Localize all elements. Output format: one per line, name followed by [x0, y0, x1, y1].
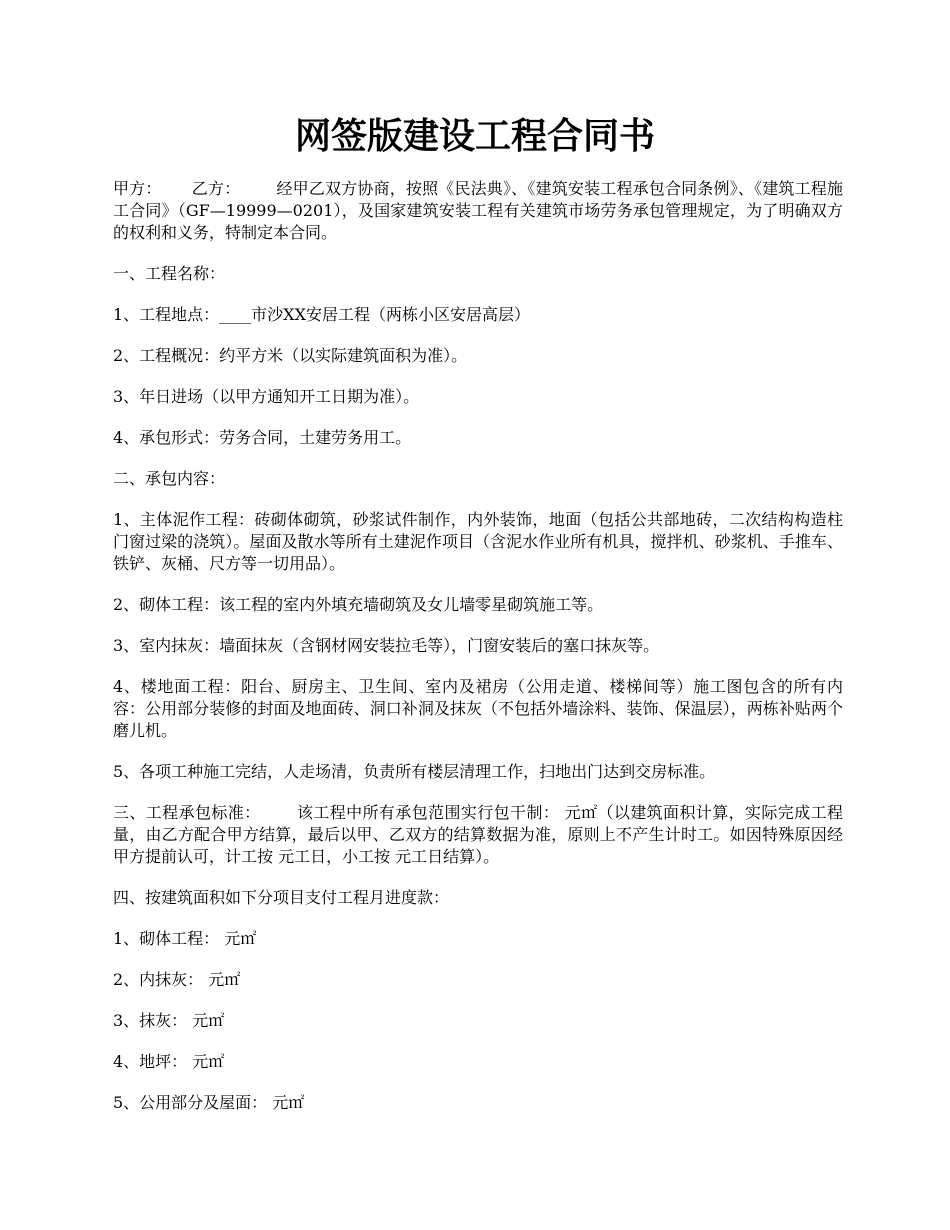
- section-2-item: 4、楼地面工程：阳台、厨房主、卫生间、室内及裙房（公用走道、楼梯间等）施工图包含的所有内容：公用部分装修的封面及地面砖、洞口补洞及抹灰（不包括外墙涂料、装饰、保温层），两栋补贴两个磨儿机。: [113, 677, 843, 740]
- section-2-item: 1、主体泥作工程：砖砌体砌筑，砂浆试件制作，内外装饰，地面（包括公共部地砖，二次结构构造柱门窗过梁的浇筑）。屋面及散水等所有土建泥作项目（含泥水作业所有机具，搅拌机、砂浆机、手推车、铁铲、灰桶、尺方等一切用品）。: [113, 510, 843, 573]
- section-2-item: 5、各项工种施工完结，人走场清，负责所有楼层清理工作，扫地出门达到交房标准。: [113, 762, 716, 781]
- section-4-item: 2、内抹灰： 元㎡: [113, 970, 241, 989]
- intro-text: 经甲乙双方协商，按照《民法典》、《建筑安装工程承包合同条例》、《建筑工程施工合同》（GF—19999—0201），及国家建筑安装工程有关建筑市场劳务承包管理规定，为了明确双方的权利和义务，特制定本合同。: [113, 179, 843, 242]
- section-1-item: 1、工程地点：____市沙XX安居工程（两栋小区安居高层）: [113, 305, 530, 324]
- section-3-heading: 三、工程承包标准：: [113, 803, 261, 822]
- intro-paragraph: [113, 178, 843, 244]
- section-3-paragraph: [113, 802, 843, 868]
- section-1-item: 2、工程概况：约平方米（以实际建筑面积为准）。: [113, 346, 468, 365]
- section-3-text: 该工程中所有承包范围实行包干制： 元㎡（以建筑面积计算，实际完成工程量，由乙方配合甲方结算，最后以甲、乙双方的结算数据为准，原则上不产生计时工。如因特殊原因经甲方提前认可，计工按 元工日，小工按 元工日结算）。: [113, 803, 843, 866]
- section-1-heading: 一、工程名称：: [113, 264, 226, 283]
- section-1-item: 3、年日进场（以甲方通知开工日期为准）。: [113, 387, 420, 406]
- document-body: [113, 178, 843, 1133]
- section-4-item: 4、地坪： 元㎡: [113, 1052, 225, 1071]
- section-4-heading: 四、按建筑面积如下分项目支付工程月进度款：: [113, 888, 450, 907]
- document-title: 网签版建设工程合同书: [294, 115, 655, 157]
- section-2-item: 3、室内抹灰：墙面抹灰（含钢材网安装拉毛等），门窗安装后的塞口抹灰等。: [113, 636, 660, 655]
- section-4-item: 3、抹灰： 元㎡: [113, 1011, 225, 1030]
- section-4-item: 5、公用部分及屋面： 元㎡: [113, 1093, 305, 1112]
- section-4-item: 1、砌体工程： 元㎡: [113, 929, 257, 948]
- section-1-item: 4、承包形式：劳务合同，土建劳务用工。: [113, 428, 412, 447]
- party-b-label: 乙方：: [191, 179, 241, 198]
- section-2-heading: 二、承包内容：: [113, 469, 226, 488]
- party-a-label: 甲方：: [113, 179, 162, 198]
- section-2-item: 2、砌体工程：该工程的室内外填充墙砌筑及女儿墙零星砌筑施工等。: [113, 595, 604, 614]
